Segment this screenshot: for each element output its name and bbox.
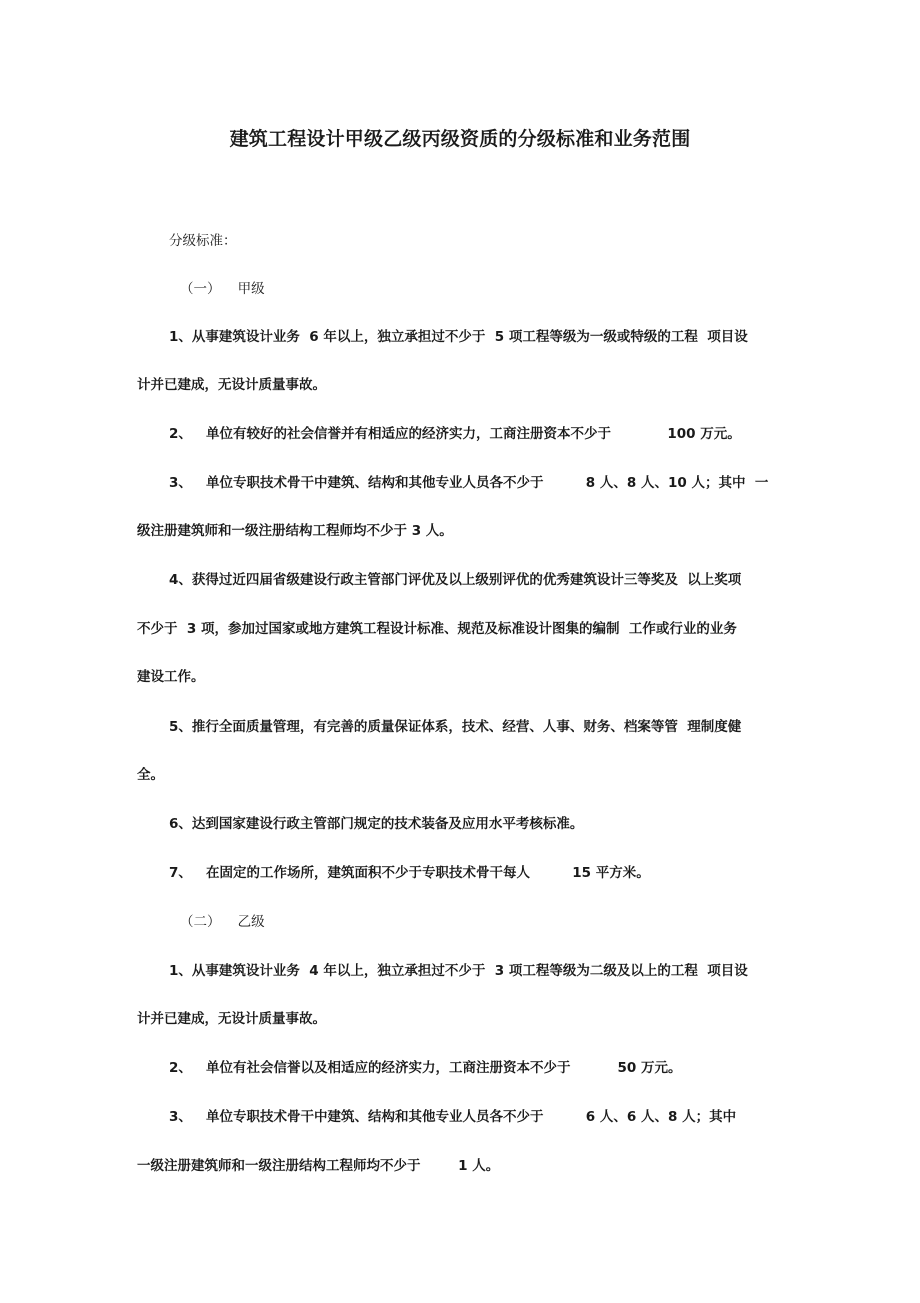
grade-b-item-1-line-2: 计并已建成，无设计质量事故。 (137, 1011, 326, 1027)
grade-a-item-4-line-1: 4、获得过近四届省级建设行政主管部门评优及以上级别评优的优秀建筑设计三等奖及 以上奖项 (169, 572, 742, 588)
grade-b-item-2-line-1: 2、 单位有社会信誉以及相适应的经济实力，工商注册资本不少于 50 万元。 (169, 1060, 682, 1076)
grade-a-item-1-line-2: 计并已建成，无设计质量事故。 (137, 377, 326, 393)
grade-a-item-1-line-1: 1、从事建筑设计业务 6 年以上，独立承担过不少于 5 项工程等级为一级或特级的工程 项目设 (169, 329, 748, 345)
grade-b-item-3-line-2: 一级注册建筑师和一级注册结构工程师均不少于 1 人。 (137, 1158, 500, 1174)
section-label: 分级标准： (169, 233, 237, 249)
document-title: 建筑工程设计甲级乙级丙级资质的分级标准和业务范围 (229, 128, 691, 150)
grade-a-item-5-line-1: 5、推行全面质量管理，有完善的质量保证体系，技术、经营、人事、财务、档案等管 理制度健 (169, 719, 742, 735)
grade-a-item-4-line-2: 不少于 3 项，参加过国家或地方建筑工程设计标准、规范及标准设计图集的编制 工作或行业的业务 (137, 621, 737, 637)
grade-b-item-3-line-1: 3、 单位专职技术骨干中建筑、结构和其他专业人员各不少于 6 人、6 人、8 人；其中 (169, 1109, 737, 1125)
grade-a-item-4-line-3: 建设工作。 (137, 669, 205, 685)
grade-b-heading: （二） 乙级 (180, 914, 265, 930)
grade-a-item-3-line-1: 3、 单位专职技术骨干中建筑、结构和其他专业人员各不少于 8 人、8 人、10 人；其中 一 (169, 475, 769, 491)
grade-a-item-3-line-2: 级注册建筑师和一级注册结构工程师均不少于 3 人。 (137, 523, 453, 539)
grade-a-heading: （一） 甲级 (180, 281, 265, 297)
grade-a-item-7-line-1: 7、 在固定的工作场所，建筑面积不少于专职技术骨干每人 15 平方米。 (169, 865, 650, 881)
grade-a-item-6-line-1: 6、达到国家建设行政主管部门规定的技术装备及应用水平考核标准。 (169, 816, 584, 832)
grade-a-item-2-line-1: 2、 单位有较好的社会信誉并有相适应的经济实力，工商注册资本不少于 100 万元。 (169, 426, 741, 442)
grade-b-item-1-line-1: 1、从事建筑设计业务 4 年以上，独立承担过不少于 3 项工程等级为二级及以上的工程 项目设 (169, 963, 748, 979)
grade-a-item-5-line-2: 全。 (137, 767, 164, 783)
